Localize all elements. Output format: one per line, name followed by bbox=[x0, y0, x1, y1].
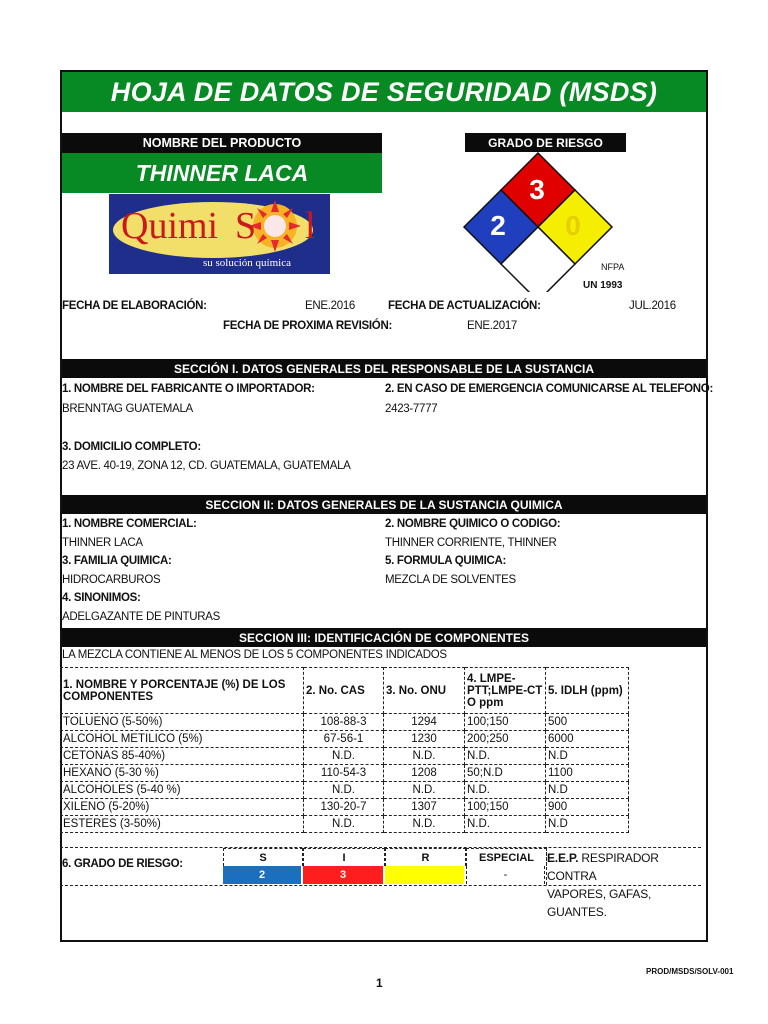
header-onu: 3. No. ONU bbox=[384, 668, 465, 714]
idlh-value: N.D bbox=[546, 782, 629, 799]
component-name: ESTERES (3-50%) bbox=[61, 816, 304, 833]
reactivity-rating: 0 bbox=[565, 210, 581, 241]
section3-title: SECCION III: IDENTIFICACIÓN DE COMPONENTES bbox=[62, 628, 706, 647]
chemical-family: HIDROCARBUROS bbox=[62, 574, 161, 586]
nfpa-label: NFPA bbox=[601, 262, 625, 272]
chemical-formula-label: 5. FORMULA QUIMICA: bbox=[385, 555, 507, 567]
page-number: 1 bbox=[376, 976, 383, 990]
onu-number: N.D. bbox=[384, 782, 465, 799]
component-name: ALCOHOL METILICO (5%) bbox=[61, 731, 304, 748]
risk-i-value: 3 bbox=[303, 866, 383, 884]
address-label: 3. DOMICILIO COMPLETO: bbox=[62, 441, 201, 453]
un-number: UN 1993 bbox=[583, 280, 623, 291]
next-revision-date: ENE.2017 bbox=[467, 320, 518, 332]
components-intro: LA MEZCLA CONTIENE AL MENOS DE LOS 5 COMPONENTES INDICADOS bbox=[62, 649, 447, 661]
header-lmpe: 4. LMPE-PTT;LMPE-CT O ppm bbox=[465, 668, 546, 714]
header-idlh: 5. IDLH (ppm) bbox=[546, 668, 629, 714]
update-date: JUL.2016 bbox=[629, 300, 676, 312]
cas-number: N.D. bbox=[304, 816, 384, 833]
company-logo bbox=[109, 194, 330, 274]
logo-text-quimi: Quimi bbox=[121, 205, 219, 247]
cas-number: 130-20-7 bbox=[304, 799, 384, 816]
lmpe-value: 100;150 bbox=[465, 714, 546, 731]
table-bottom-line bbox=[60, 885, 701, 886]
risk-special-value: - bbox=[466, 866, 545, 884]
chemical-formula: MEZCLA DE SOLVENTES bbox=[385, 574, 516, 586]
risk-grade-label: GRADO DE RIESGO bbox=[465, 133, 626, 152]
table-row bbox=[61, 731, 629, 748]
fire-rating: 3 bbox=[529, 174, 545, 205]
document-code: PROD/MSDS/SOLV-001 bbox=[646, 967, 734, 976]
component-name: ALCOHOLES (5-40 %) bbox=[61, 782, 304, 799]
risk-r-value: 0 bbox=[385, 866, 464, 884]
cas-number: N.D. bbox=[304, 782, 384, 799]
risk-s-value: 2 bbox=[223, 866, 301, 884]
section2-title: SECCION II: DATOS GENERALES DE LA SUSTANCIA QUIMICA bbox=[62, 495, 706, 514]
idlh-value: 6000 bbox=[546, 731, 629, 748]
logo-text-s: S bbox=[235, 205, 257, 247]
table-row bbox=[61, 799, 629, 816]
eep-divider bbox=[546, 847, 547, 885]
manufacturer-value: BRENNTAG GUATEMALA bbox=[62, 403, 193, 415]
cas-number: N.D. bbox=[304, 748, 384, 765]
cas-number: 110-54-3 bbox=[304, 765, 384, 782]
page-title: HOJA DE DATOS DE SEGURIDAD (MSDS) bbox=[62, 72, 706, 112]
commercial-name: THINNER LACA bbox=[62, 537, 143, 549]
table-row bbox=[61, 816, 629, 833]
synonyms-label: 4. SINONIMOS: bbox=[62, 592, 141, 604]
table-row bbox=[61, 714, 629, 731]
chemical-name-label: 2. NOMBRE QUIMICO O CODIGO: bbox=[385, 518, 561, 530]
component-name: XILENO (5-20%) bbox=[61, 799, 304, 816]
synonyms-value: ADELGAZANTE DE PINTURAS bbox=[62, 611, 220, 623]
lmpe-value: N.D. bbox=[465, 816, 546, 833]
component-name: CETONAS 85-40%) bbox=[61, 748, 304, 765]
lmpe-value: 50;N.D bbox=[465, 765, 546, 782]
idlh-value: N.D bbox=[546, 748, 629, 765]
update-date-label: FECHA DE ACTUALIZACIÓN: bbox=[388, 300, 541, 312]
logo-tagline: su solución química bbox=[203, 257, 291, 269]
emergency-phone: 2423-7777 bbox=[385, 403, 438, 415]
lmpe-value: N.D. bbox=[465, 782, 546, 799]
risk-s-header: S bbox=[223, 848, 303, 866]
risk-i-header: I bbox=[303, 848, 385, 866]
eep-label: E.E.P. bbox=[547, 851, 579, 865]
onu-number: 1294 bbox=[384, 714, 465, 731]
logo-text-l: l bbox=[305, 205, 316, 247]
header-cas: 2. No. CAS bbox=[304, 668, 384, 714]
header-component: 1. NOMBRE Y PORCENTAJE (%) DE LOS COMPONENTES bbox=[61, 668, 304, 714]
manufacturer-label: 1. NOMBRE DEL FABRICANTE O IMPORTADOR: bbox=[62, 383, 315, 395]
emergency-label: 2. EN CASO DE EMERGENCIA COMUNICARSE AL TELEFONO: bbox=[385, 383, 713, 395]
lmpe-value: N.D. bbox=[465, 748, 546, 765]
section1-title: SECCIÓN I. DATOS GENERALES DEL RESPONSABLE DE LA SUSTANCIA bbox=[62, 359, 706, 378]
idlh-value: N.D bbox=[546, 816, 629, 833]
cas-number: 67-56-1 bbox=[304, 731, 384, 748]
onu-number: 1307 bbox=[384, 799, 465, 816]
risk-r-header: R bbox=[385, 848, 466, 866]
eep-line1: RESPIRADOR CONTRA bbox=[547, 851, 659, 883]
onu-number: N.D. bbox=[384, 816, 465, 833]
chemical-family-label: 3. FAMILIA QUIMICA: bbox=[62, 555, 172, 567]
next-revision-label: FECHA DE PROXIMA REVISIÓN: bbox=[223, 320, 392, 332]
lmpe-value: 100;150 bbox=[465, 799, 546, 816]
risk-grade-row-label: 6. GRADO DE RIESGO: bbox=[62, 858, 183, 870]
cas-number: 108-88-3 bbox=[304, 714, 384, 731]
product-name-label: NOMBRE DEL PRODUCTO bbox=[62, 133, 382, 153]
table-header-row bbox=[61, 668, 629, 714]
nfpa-diamond bbox=[458, 152, 618, 292]
address-value: 23 AVE. 40-19, ZONA 12, CD. GUATEMALA, GUATEMALA bbox=[62, 460, 351, 472]
product-name: THINNER LACA bbox=[62, 153, 382, 193]
commercial-name-label: 1. NOMBRE COMERCIAL: bbox=[62, 518, 197, 530]
lmpe-value: 200;250 bbox=[465, 731, 546, 748]
risk-special-header: ESPECIAL bbox=[466, 848, 547, 866]
idlh-value: 500 bbox=[546, 714, 629, 731]
table-row bbox=[61, 782, 629, 799]
onu-number: 1208 bbox=[384, 765, 465, 782]
table-row bbox=[61, 748, 629, 765]
eep-line2: VAPORES, GAFAS, GUANTES. bbox=[547, 887, 652, 919]
idlh-value: 900 bbox=[546, 799, 629, 816]
elaboration-date: ENE.2016 bbox=[305, 300, 356, 312]
onu-number: 1230 bbox=[384, 731, 465, 748]
onu-number: N.D. bbox=[384, 748, 465, 765]
chemical-name: THINNER CORRIENTE, THINNER bbox=[385, 537, 557, 549]
component-name: HEXANO (5-30 %) bbox=[61, 765, 304, 782]
table-row bbox=[61, 765, 629, 782]
components-table bbox=[60, 667, 629, 833]
idlh-value: 1100 bbox=[546, 765, 629, 782]
health-rating: 2 bbox=[490, 210, 506, 241]
elaboration-date-label: FECHA DE ELABORACIÓN: bbox=[62, 300, 207, 312]
component-name: TOLUENO (5-50%) bbox=[61, 714, 304, 731]
